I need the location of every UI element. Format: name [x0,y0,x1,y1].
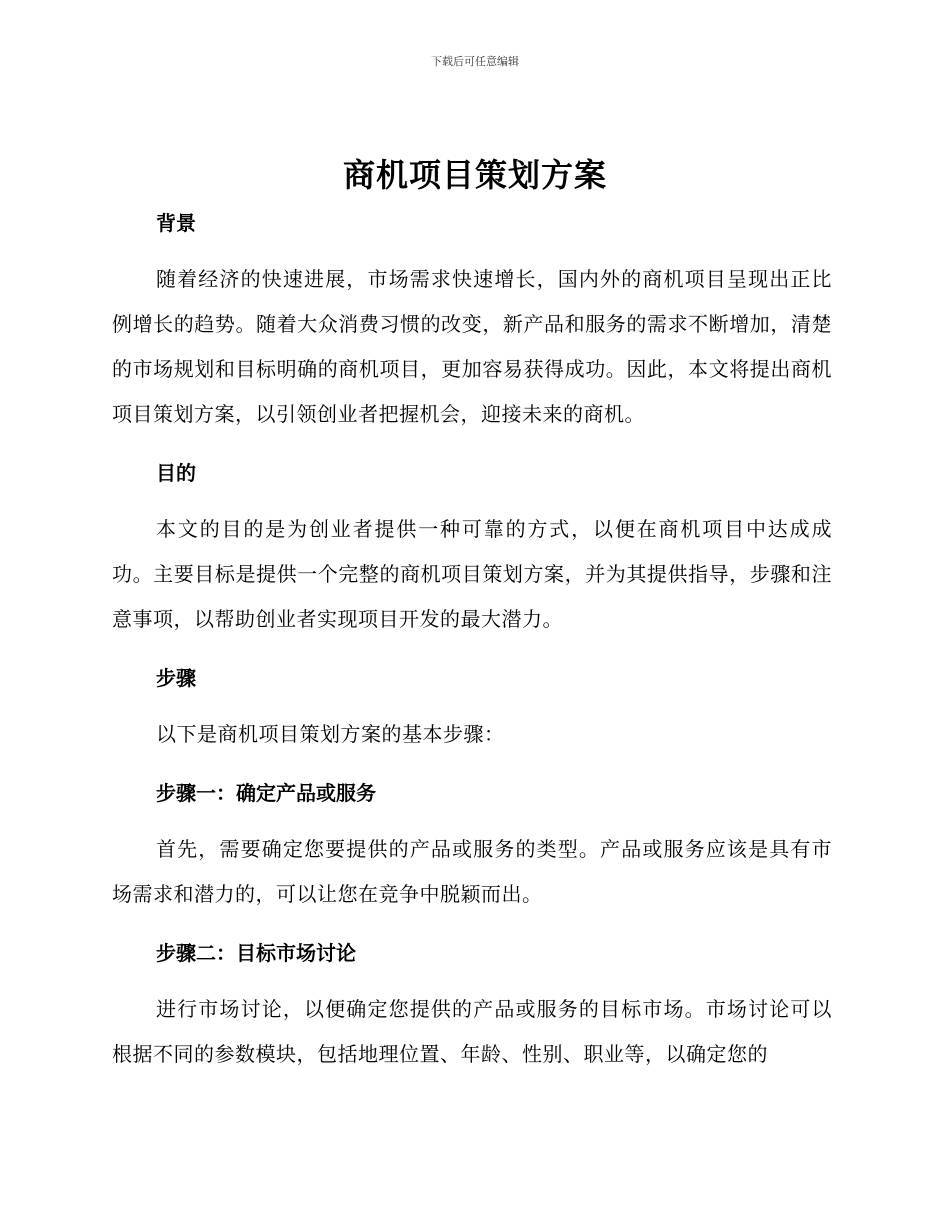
spacer [112,241,832,257]
spacer [112,437,832,455]
paragraph-step1: 首先，需要确定您要提供的产品或服务的类型。产品或服务应该是具有市场需求和潜力的，可以让您在竞争中脱颖而出。 [112,837,832,906]
paragraph-steps-intro: 以下是商机项目策划方案的基本步骤： [156,722,505,746]
spacer [112,696,832,712]
spacer [112,642,832,660]
paragraph-purpose: 本文的目的是为创业者提供一种可靠的方式，以便在商机项目中达成成功。主要目标是提供一个完整的商机项目策划方案，并为其提供指导，步骤和注意事项，以帮助创业者实现项目开发的最大潜力。 [112,517,832,631]
document-body [112,205,832,1077]
spacer [112,491,832,507]
section-heading-step2: 步骤二：目标市场讨论 [156,941,356,965]
paragraph-background: 随着经济的快速进展，市场需求快速增长，国内外的商机项目呈现出正比例增长的趋势。随着大众消费习惯的改变，新产品和服务的需求不断增加，清楚的市场规划和目标明确的商机项目，更加容易获得成功。因此，本文将提出商机项目策划方案，以引领创业者把握机会，迎接未来的商机。 [112,267,832,426]
spacer [112,811,832,827]
section-heading-steps: 步骤 [156,666,196,690]
section-heading-purpose: 目的 [156,461,196,485]
section-heading-background: 背景 [156,211,196,235]
document-title: 商机项目策划方案 [342,156,607,194]
spacer [112,971,832,987]
spacer [112,757,832,775]
paragraph-step2: 进行市场讨论，以便确定您提供的产品或服务的目标市场。市场讨论可以根据不同的参数模块，包括地理位置、年龄、性别、职业等，以确定您的 [112,997,832,1066]
spacer [112,917,832,935]
page-header-note: 下载后可任意编辑 [431,55,519,68]
section-heading-step1: 步骤一：确定产品或服务 [156,781,376,805]
